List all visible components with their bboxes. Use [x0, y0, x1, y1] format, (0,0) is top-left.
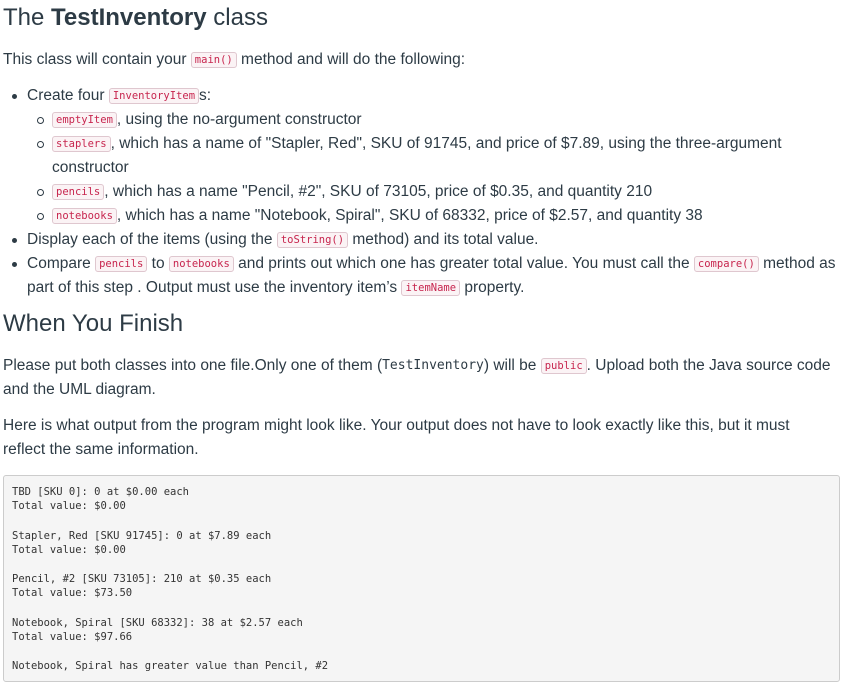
list-text: to [147, 255, 169, 272]
para-text: Please put both classes into one file.Only one of them ( [3, 357, 383, 374]
output-intro-paragraph: Here is what output from the program might look like. Your output does not have to look exactly like this, but it must reflect the same information. [3, 417, 790, 458]
page-title [3, 4, 268, 32]
code-testinventory: TestInventory [382, 358, 484, 373]
para-text: . Upload both the Java source code and the UML diagram. [3, 357, 831, 398]
list-text: Display each of the items (using the [27, 231, 277, 248]
submission-paragraph [3, 354, 833, 402]
list-item-compare [27, 252, 848, 300]
code-staplers: staplers [52, 136, 111, 152]
output-line: Total value: $97.66 [12, 630, 133, 643]
finish-heading: When You Finish [3, 310, 184, 337]
code-public: public [541, 358, 587, 374]
list-text: property. [460, 279, 525, 296]
output-line: Total value: $0.00 [12, 543, 126, 556]
sub-item-pencils [52, 180, 848, 204]
list-text: Compare [27, 255, 96, 272]
sub-item-text: , which has a name "Notebook, Spiral", SKU of 68332, price of $2.57, and quantity 38 [116, 207, 703, 224]
sub-item-text: , which has a name "Pencil, #2", SKU of 73105, price of $0.35, and quantity 210 [104, 183, 653, 200]
code-pencils: pencils [95, 256, 147, 272]
output-line: Notebook, Spiral has greater value than Pencil, #2 [12, 660, 329, 672]
output-line: TBD [SKU 0]: 0 at $0.00 each [12, 486, 190, 498]
code-tostring: toString() [277, 232, 348, 248]
title-suffix: class [206, 4, 268, 31]
intro-text: This class will contain your [3, 51, 191, 68]
code-notebooks: notebooks [169, 256, 234, 272]
sub-item-text: , which has a name of "Stapler, Red", SKU of 91745, and price of $7.89, using the three-argument constructor [52, 135, 782, 176]
output-line: Total value: $73.50 [12, 587, 133, 599]
code-compare: compare() [694, 256, 759, 272]
intro-text-end: method and will do the following: [236, 51, 466, 68]
sub-item-staplers [52, 132, 848, 180]
sub-list [27, 108, 848, 228]
code-inventoryitem: InventoryItem [109, 88, 199, 104]
output-line: Notebook, Spiral [SKU 68332]: 38 at $2.57 each [12, 616, 303, 629]
para-text: ) will be [483, 357, 541, 374]
code-notebooks: notebooks [52, 208, 117, 224]
output-line: Pencil, #2 [SKU 73105]: 210 at $0.35 each [12, 573, 272, 585]
sub-item-emptyitem [52, 108, 848, 132]
list-item-display [27, 228, 848, 252]
list-text: Create four [27, 87, 109, 104]
code-main: main() [191, 52, 237, 68]
output-line: Stapler, Red [SKU 91745]: 0 at $7.89 each [12, 529, 272, 542]
title-prefix: The [3, 4, 52, 31]
list-text: and prints out which one has greater total value. You must call the [233, 255, 694, 272]
output-line: Total value: $0.00 [12, 500, 126, 512]
list-text: s: [199, 87, 212, 104]
task-list [3, 84, 848, 300]
list-item-create [27, 84, 848, 228]
sub-item-notebooks [52, 204, 848, 228]
intro-paragraph [3, 48, 465, 72]
title-class-name: TestInventory [51, 4, 207, 31]
code-itemname: itemName [401, 280, 460, 296]
sub-item-text: , using the no-argument constructor [116, 111, 362, 128]
code-pencils: pencils [52, 184, 104, 200]
list-text: method as part of this step . Output must use the inventory item’s [27, 255, 836, 296]
sample-output-block [3, 475, 840, 682]
code-emptyitem: emptyItem [52, 112, 117, 128]
list-text: method) and its total value. [348, 231, 539, 248]
